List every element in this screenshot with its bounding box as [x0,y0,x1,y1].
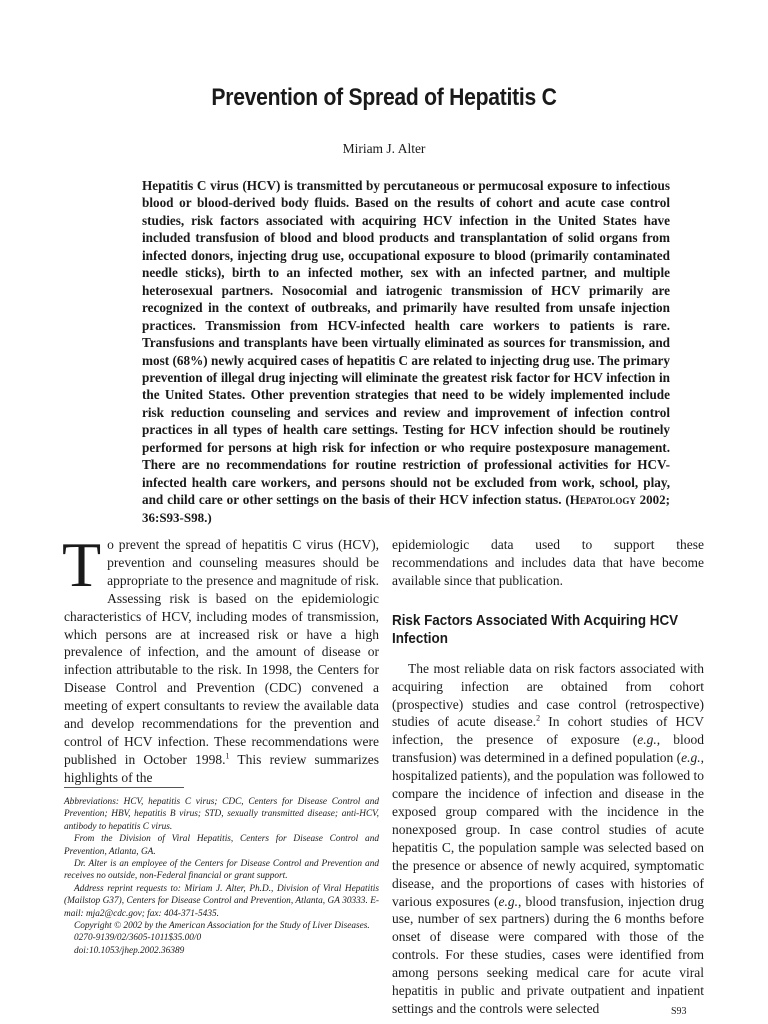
footnote-issn: 0270-9139/02/3605-1011$35.00/0 [74,933,202,944]
reference-2: 2 [536,713,541,723]
intro-continued: epidemiologic data used to support these recommendations and includes data that have become available since that publication. [392,537,704,588]
footnote-disclosure: Dr. Alter is an employee of the Centers for Disease Control and Prevention and receives no outside, non-Federal financial or grant support. [64,859,379,882]
intro-paragraph: To prevent the spread of hepatitis C virus (HCV), prevention and counseling measures should be appropriate to the presence and magnitude of risk. Assessing risk is based on the epidemiologic characteristics of HCV, including modes of transmission, which persons are at increased risk or have a high prevalence of infection, and the amount of disease or infection attributable to the risk. In 1998, the Centers for Disease Control and Prevention (CDC) convened a meeting of expert consultants to review the available data and develop recommendations for the prevention and control of HCV infection. These recommendations were published in October 1998.$^1$ This review summarizes highlights of the [62,529,380,785]
left-column [62,529,380,787]
article-title: Prevention of Spread of Hepatitis C [211,84,557,111]
abstract [142,177,670,526]
reference-1: 1 [225,751,230,761]
drop-cap: T [62,529,102,600]
footnote-reprint-address: Address reprint requests to: Miriam J. Alter, Ph.D., Division of Viral Hepatitis (Mailstop G37), Centers for Disease Control and Prevention, Atlanta, GA 30333. E-mail: mja2@cdc.gov; fax: 404-371-5435. [64,883,379,919]
footnote-abbreviations: Abbreviations: HCV, hepatitis C virus; CDC, Centers for Disease Control and Prevention; HBV, hepatitis B virus; STD, sexually transmitted disease; anti-HCV, antibody to hepatitis C virus. [64,797,379,832]
footnote-divider [64,787,184,788]
footnote-copyright: Copyright © 2002 by the American Association for the Study of Liver Diseases. [74,921,370,932]
footnote-affiliation: From the Division of Viral Hepatitis, Centers for Disease Control and Prevention, Atlanta, GA. [64,834,379,857]
journal-name: Hepatology [569,492,636,508]
section-paragraph: The most reliable data on risk factors associated with acquiring infection are obtained from cohort (prospective) studies and case control (retrospective) studies of acute disease.$^2$ In cohort studies of HCV infection, the presence of exposure (e.g., blood transfusion) was determined in a defined population (e.g., hospitalized patients), and the population was followed to compare the incidence of infection and disease in the exposed group compared with the incidence in the nonexposed group. In case control studies of acute hepatitis C, the population sample was selected based on the presence or absence of newly acquired, symptomatic disease, and the proportions of cases with histories of various exposures (e.g., blood transfusion, injection drug use, number of sex partners) during the 6 months before onset of disease were compared with those of the controls. For these studies, cases were identified from among persons seeking medical care for acute viral hepatitis in public and private outpatient and inpatient settings and the controls were selected [392,660,704,1016]
abstract-citation: (Hepatology 2002; 36:S93-S98.) [142,492,670,525]
footnote-doi: doi:10.1053/jhep.2002.36389 [74,945,185,956]
page-number: S93 [671,1006,687,1017]
abstract-text: Hepatitis C virus (HCV) is transmitted by percutaneous or permucosal exposure to infectious blood or blood-derived body fluids. Based on the results of cohort and acute case control studies, risk factors associated with acquiring HCV infection in the United States have included transfusion of blood and blood products and transplantation of solid organs from infected donors, injecting drug use, occupational exposure to blood (primarily contaminated needle sticks), birth to an infected mother, sex with an infected partner, and multiple heterosexual partners. Nosocomial and iatrogenic transmission of HCV primarily are recognized in the context of outbreaks, and primarily have resulted from unsafe injection practices. Transmission from HCV-infected health care workers to patients is rare. Transfusions and transplants have been virtually eliminated as sources for transmission, and most (68%) newly acquired cases of hepatitis C are related to injecting drug use. The primary prevention of illegal drug injecting will eliminate the greatest risk factor for HCV infection in the United States. Other prevention strategies that need to be widely implemented include risk reduction counseling and services and review and improvement of infection control practices in all types of health care settings. Testing for HCV infection should be routinely performed for persons at high risk for infection or who require postexposure management. There are no recommendations for routine restriction of professional activities for HCV-infected health care workers, and persons should not be excluded from work, school, play, and child care or other settings on the basis of their HCV infection status. [142,178,670,508]
footnotes [64,796,379,957]
right-column [392,536,704,1018]
section-heading: Risk Factors Associated With Acquiring HCV Infection [392,612,679,647]
author-name: Miriam J. Alter [342,141,426,156]
